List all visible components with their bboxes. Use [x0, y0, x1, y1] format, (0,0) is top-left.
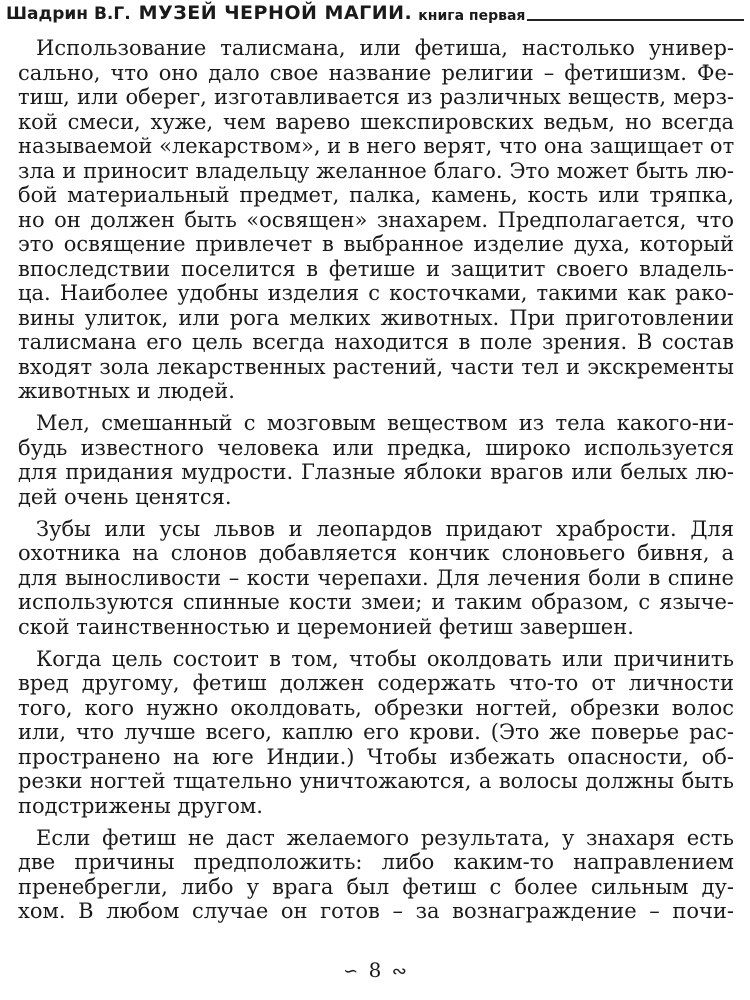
text-line: для придания мудрости. Глазные яблоки врагов или белых лю- [18, 460, 734, 484]
page-body [18, 36, 734, 931]
text-line: Использование талисмана, или фетиша, настолько универ- [36, 36, 734, 60]
running-header [6, 2, 744, 24]
header-subtitle: книга первая [418, 8, 526, 24]
header-rule [527, 19, 744, 21]
text-line: будь известного человека или предка, широко используется [18, 435, 734, 460]
text-line: сально, что оно дало свое название религии – фетишизм. Фе- [18, 60, 734, 85]
text-line: вред другому, фетиш должен содержать что-то от личности [18, 671, 734, 695]
text-line: Зубы или усы львов и леопардов придают храбрости. Для [36, 516, 734, 541]
text-line: впоследствии поселится в фетише и защитит своего владель- [18, 256, 734, 281]
text-line: бой материальный предмет, палка, камень, кость или тряпка, [18, 183, 734, 207]
paragraph [18, 517, 734, 640]
ornament-left-icon: ∽ [343, 961, 359, 982]
paragraph [18, 411, 734, 509]
text-line: резки ногтей тщательно уничтожаются, а волосы должны быть [18, 769, 734, 793]
text-line: хом. В любом случае он готов – за вознаграждение – почи- [18, 899, 734, 923]
text-line: Мел, смешанный с мозговым веществом из тела какого-ни- [36, 411, 734, 435]
text-line: охотника на слонов добавляется кончик слоновьего бивня, а [18, 541, 734, 565]
text-line: ской таинственностью и церемонией фетиш завершен. [18, 614, 634, 639]
text-line: пространено на юге Индии.) Чтобы избежать опасности, об- [18, 744, 734, 769]
text-line: животных и людей. [18, 379, 235, 403]
text-line: Если фетиш не даст желаемого результата, у знахаря есть [36, 825, 734, 850]
header-author: Шадрин В.Г. [6, 4, 131, 24]
paragraph [18, 826, 734, 924]
paragraph [18, 647, 734, 819]
text-line: кой смеси, хуже, чем варево шекспировских ведьм, но всегда [18, 109, 734, 134]
page-number: 8 [368, 958, 382, 982]
text-line: вины улиток, или рога мелких животных. При приготовлении [18, 305, 734, 330]
text-line: дей очень ценятся. [18, 484, 232, 509]
text-line: для выносливости – кости черепахи. Для лечения боли в спине [18, 565, 734, 590]
text-line: тиш, или оберег, изготавливается из различных веществ, мерз- [18, 85, 734, 109]
text-line: Когда цель состоит в том, чтобы околдовать или причинить [36, 646, 734, 671]
text-line: талисмана его цель всегда находится в поле зрения. В состав [18, 330, 734, 354]
text-line: ца. Наиболее удобны изделия с косточками, такими как рако- [18, 281, 734, 305]
paragraph [18, 36, 734, 404]
text-line: или, что лучше всего, каплю его крови. (Это же поверье рас- [18, 720, 734, 744]
text-line: это освящение привлечет в выбранное изделие духа, который [18, 232, 734, 256]
text-line: используются спинные кости змеи; и таким образом, с языче- [18, 590, 734, 614]
text-line: но он должен быть «освящен» знахарем. Предполагается, что [18, 207, 734, 232]
text-line: того, кого нужно околдовать, обрезки ногтей, обрезки волос [18, 695, 734, 720]
text-line: подстрижены другом. [18, 793, 263, 818]
text-line: пренебрегли, либо у врага был фетиш с более сильным ду- [18, 874, 734, 899]
text-line: две причины предположить: либо каким-то направлением [18, 850, 734, 874]
header-book-title: МУЗЕЙ ЧЕРНОЙ МАГИИ. [138, 2, 413, 24]
page-footer [0, 958, 750, 982]
text-line: называемой «лекарством», и в него верят, что она защищает от [18, 134, 735, 158]
text-line: входят зола лекарственных растений, части тел и экскременты [18, 354, 734, 379]
text-line: зла и приносит владельцу желанное благо. Это может быть лю- [18, 158, 734, 183]
ornament-right-icon: ∾ [391, 961, 407, 982]
